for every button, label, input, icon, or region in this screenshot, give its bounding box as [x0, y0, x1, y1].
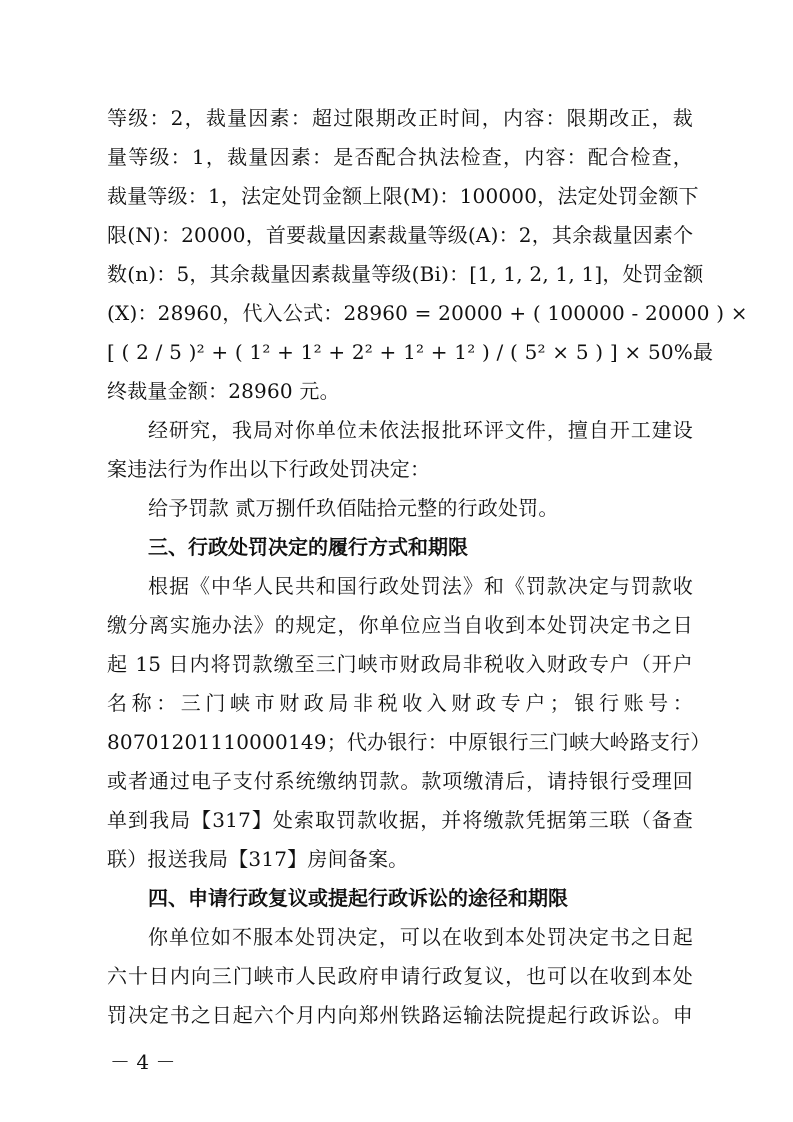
paragraph-line: 罚决定书之日起六个月内向郑州铁路运输法院提起行政诉讼。申 — [107, 1003, 693, 1027]
paragraph-line: 裁量等级：1，法定处罚金额上限(M)：100000，法定处罚金额下 — [107, 184, 699, 208]
paragraph-line: 联）报送我局【317】房间备案。 — [107, 847, 409, 871]
paragraph-line: 你单位如不服本处罚决定，可以在收到本处罚决定书之日起 — [148, 925, 693, 949]
page-number: － 4 － — [110, 1050, 176, 1074]
paragraph-line: 等级：2，裁量因素：超过限期改正时间，内容：限期改正，裁 — [107, 106, 693, 130]
paragraph-line: 经研究，我局对你单位未依法报批环评文件，擅自开工建设 — [148, 418, 693, 442]
paragraph-line: 单到我局【317】处索取罚款收据，并将缴款凭据第三联（备查 — [107, 808, 693, 832]
paragraph-line: 案违法行为作出以下行政处罚决定： — [107, 457, 431, 481]
paragraph-line: 缴分离实施办法》的规定，你单位应当自收到本处罚决定书之日 — [107, 613, 693, 637]
paragraph-line: 根据《中华人民共和国行政处罚法》和《罚款决定与罚款收 — [148, 574, 693, 598]
paragraph-line: 限(N)：20000，首要裁量因素裁量等级(A)：2，其余裁量因素个 — [107, 223, 694, 247]
paragraph-line: 量等级：1，裁量因素：是否配合执法检查，内容：配合检查， — [107, 145, 693, 169]
paragraph-line: 终裁量金额：28960 元。 — [107, 379, 340, 403]
paragraph-line: 起 15 日内将罚款缴至三门峡市财政局非税收入财政专户（开户 — [107, 652, 693, 676]
paragraph-line: 六十日内向三门峡市人民政府申请行政复议，也可以在收到本处 — [107, 964, 693, 988]
paragraph-line: 80701201110000149；代办银行：中原银行三门峡大岭路支行） — [107, 730, 711, 754]
paragraph-line: 数(n)：5，其余裁量因素裁量等级(Bi)：[1, 1, 2, 1, 1]，处罚金额 — [107, 262, 704, 286]
formula-line: (X)：28960，代入公式：28960 = 20000 + ( 100000 - 20000 ) × — [107, 301, 748, 325]
penalty-decision: 给予罚款 贰万捌仟玖佰陆拾元整的行政处罚。 — [148, 496, 559, 520]
paragraph-line: 名称：三门峡市财政局非税收入财政专户；银行账号： — [107, 691, 693, 715]
formula-line: [ ( 2 / 5 )² + ( 1² + 1² + 2² + 1² + 1² ) / ( 5² × 5 ) ] × 50%最 — [107, 340, 714, 364]
section-heading: 三、行政处罚决定的履行方式和期限 — [148, 535, 468, 559]
section-heading: 四、申请行政复议或提起行政诉讼的途径和期限 — [148, 886, 568, 910]
paragraph-line: 或者通过电子支付系统缴纳罚款。款项缴清后，请持银行受理回 — [107, 769, 693, 793]
